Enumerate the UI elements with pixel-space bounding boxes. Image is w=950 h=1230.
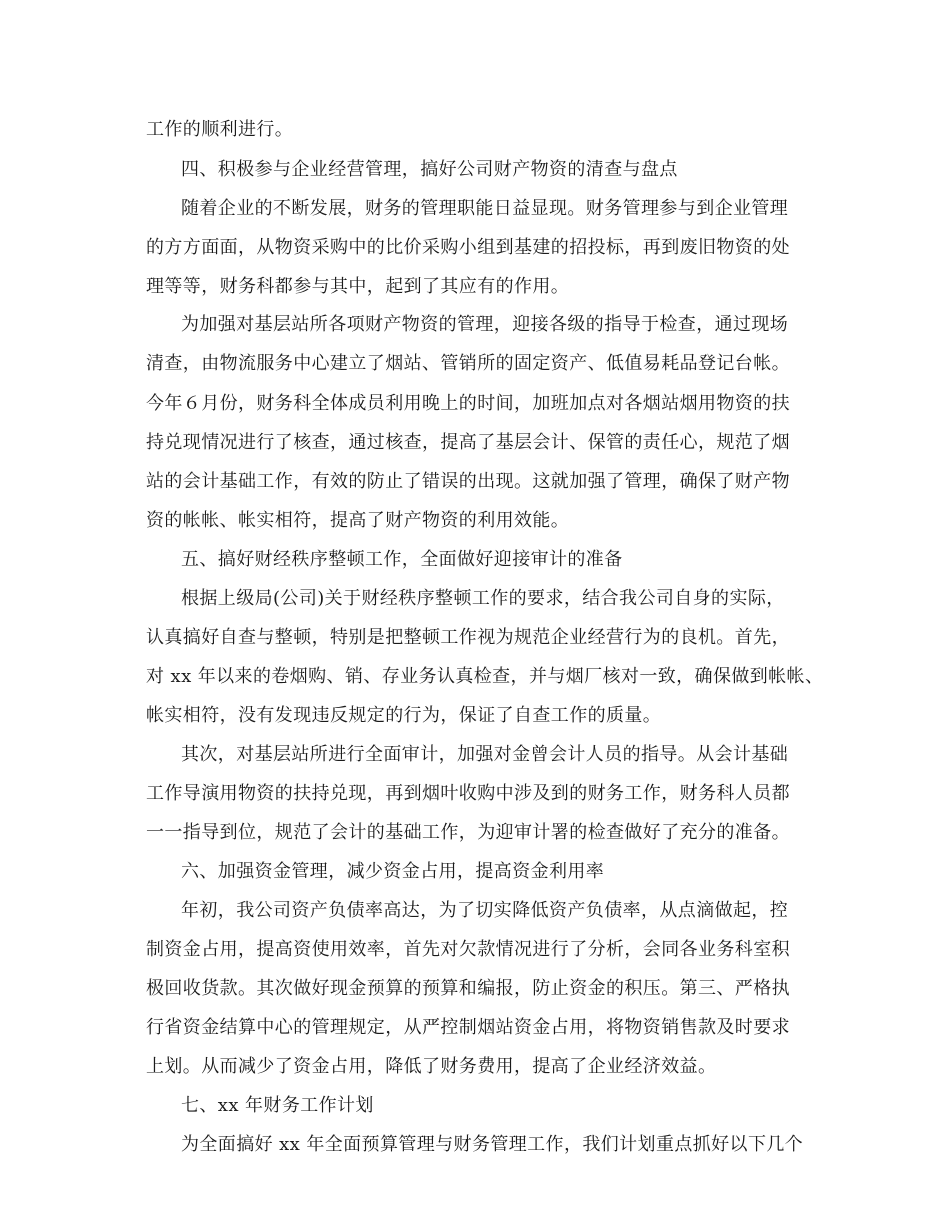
text-line: 认真搞好自查与整顿，特别是把整顿工作视为规范企业经营行为的良机。首先， xyxy=(146,627,790,648)
text-line: 为加强对基层站所各项财产物资的管理，迎接各级的指导于检查，通过现场 xyxy=(181,314,789,335)
section-heading: 七、xx 年财务工作计划 xyxy=(181,1095,374,1116)
text-line: 资的帐帐、帐实相符，提高了财产物资的利用效能。 xyxy=(146,510,570,531)
text-line: 的方方面面，从物资采购中的比价采购小组到基建的招投标，再到废旧物资的处 xyxy=(146,237,790,258)
text-line: 根据上级局(公司)关于财经秩序整顿工作的要求，结合我公司自身的实际， xyxy=(181,588,785,609)
text-line: 站的会计基础工作，有效的防止了错误的出现。这就加强了管理，确保了财产物 xyxy=(146,471,790,492)
text-line: 帐实相符，没有发现违反规定的行为，保证了自查工作的质量。 xyxy=(146,705,662,726)
text-line: 工作导演用物资的扶持兑现，再到烟叶收购中涉及到的财务工作，财务科人员都 xyxy=(146,783,790,804)
section-heading: 六、加强资金管理，减少资金占用，提高资金利用率 xyxy=(181,861,605,882)
text-line: 制资金占用，提高资使用效率，首先对欠款情况进行了分析，会同各业务科室积 xyxy=(146,939,790,960)
text-line: 随着企业的不断发展，财务的管理职能日益显现。财务管理参与到企业管理 xyxy=(181,198,789,219)
text-line: 一一指导到位，规范了会计的基础工作，为迎审计署的检查做好了充分的准备。 xyxy=(146,822,790,843)
text-line: 工作的顺利进行。 xyxy=(146,119,294,140)
text-line: 其次，对基层站所进行全面审计，加强对金曾会计人员的指导。从会计基础 xyxy=(181,744,789,765)
text-line: 行省资金结算中心的管理规定，从严控制烟站资金占用，将物资销售款及时要求 xyxy=(146,1017,790,1038)
section-heading: 四、积极参与企业经营管理，搞好公司财产物资的清查与盘点 xyxy=(181,159,678,180)
text-line: 清查，由物流服务中心建立了烟站、管销所的固定资产、低值易耗品登记台帐。 xyxy=(146,353,790,374)
text-line: 理等等，财务科都参与其中，起到了其应有的作用。 xyxy=(146,276,570,297)
text-line: 为全面搞好 xx 年全面预算管理与财务管理工作，我们计划重点抓好以下几个 xyxy=(181,1134,804,1155)
text-line: 年初，我公司资产负债率高达，为了切实降低资产负债率，从点滴做起，控 xyxy=(181,900,789,921)
text-line: 对 xx 年以来的卷烟购、销、存业务认真检查，并与烟厂核对一致，确保做到帐帐、 xyxy=(146,666,824,687)
text-line: 上划。从而减少了资金占用，降低了财务费用，提高了企业经济效益。 xyxy=(146,1056,717,1077)
text-line: 今年６月份，财务科全体成员利用晚上的时间，加班加点对各烟站烟用物资的扶 xyxy=(146,393,790,414)
text-line: 持兑现情况进行了核查，通过核查，提高了基层会计、保管的责任心，规范了烟 xyxy=(146,432,790,453)
text-line: 极回收货款。其次做好现金预算的预算和编报，防止资金的积压。第三、严格执 xyxy=(146,978,790,999)
section-heading: 五、搞好财经秩序整顿工作，全面做好迎接审计的准备 xyxy=(181,549,623,570)
